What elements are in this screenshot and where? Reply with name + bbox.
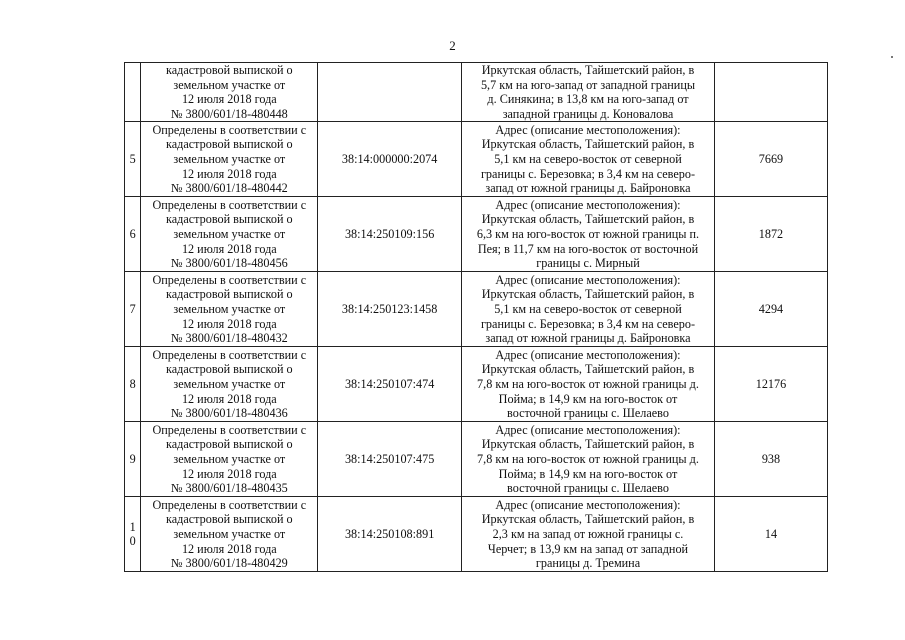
address-cell-line: Пойма; в 14,9 км на юго-восток от [498,466,678,481]
address-cell-line: границы с. Мирный [536,256,640,271]
address-cell-line: границы д. Тремина [535,556,641,571]
area-cell: 7669 [714,122,827,197]
address-cell-line: 5,7 км на юго-запад от западной границы [480,77,696,92]
address-cell-line: Адрес (описание местоположения): [495,497,681,512]
address-cell-line: западной границы д. Коновалова [502,106,674,121]
address-cell-line: восточной границы с. Шелаево [507,481,669,496]
basis-cell-line: Определены в соответствии с [152,272,307,287]
basis-cell-line: земельном участке от [173,377,286,392]
basis-cell-line: № 3800/601/18-480432 [170,331,288,346]
basis-cell [141,272,318,347]
basis-cell-line: земельном участке от [173,302,286,317]
basis-cell-line: № 3800/601/18-480436 [170,406,288,421]
basis-cell-line: кадастровой выпиской о [166,63,293,77]
basis-cell-line: 12 июля 2018 года [181,316,277,331]
area-cell: 4294 [714,272,827,347]
basis-cell-line: Определены в соответствии с [152,422,307,437]
area-cell: 14 [714,497,827,572]
scan-speck [891,56,893,58]
cadastral-number-cell [318,63,462,122]
area-cell: 1872 [714,197,827,272]
basis-cell-line: земельном участке от [173,77,286,92]
basis-cell-line: Определены в соответствии с [152,122,307,137]
address-cell-line: восточной границы с. Шелаево [507,406,669,421]
address-cell-line: 2,3 км на запад от южной границы с. [492,527,684,542]
basis-cell-line: кадастровой выпиской о [166,287,293,302]
address-cell [462,122,715,197]
address-cell-line: 6,3 км на юго-восток от южной границы п. [476,227,700,242]
address-cell-line: Адрес (описание местоположения): [495,122,681,137]
cadastral-number-cell: 38:14:250123:1458 [318,272,462,347]
address-cell-line: Адрес (описание местоположения): [495,422,681,437]
basis-cell-line: Определены в соответствии с [152,347,307,362]
cadastral-number-cell: 38:14:000000:2074 [318,122,462,197]
table-row [125,347,828,422]
row-number-cell: 9 [125,422,141,497]
address-cell-line: Иркутская область, Тайшетский район, в [481,512,695,527]
basis-cell-line: 12 июля 2018 года [181,166,277,181]
address-cell-line: Иркутская область, Тайшетский район, в [481,362,695,377]
area-cell: 12176 [714,347,827,422]
basis-cell [141,497,318,572]
basis-cell-line: № 3800/601/18-480448 [170,106,288,121]
table-row [125,272,828,347]
address-cell-line: 5,1 км на северо-восток от северной [494,302,682,317]
basis-cell-line: 12 июля 2018 года [181,466,277,481]
address-cell-line: Пея; в 11,7 км на юго-восток от восточной [477,241,699,256]
address-cell-line: д. Синякина; в 13,8 км на юго-запад от [487,92,689,107]
basis-cell [141,122,318,197]
basis-cell-line: № 3800/601/18-480442 [170,181,288,196]
basis-cell [141,347,318,422]
address-cell-line: Иркутская область, Тайшетский район, в [481,212,695,227]
address-cell-line: Иркутская область, Тайшетский район, в [481,137,695,152]
table-row [125,122,828,197]
row-number-cell: 10 [125,497,141,572]
row-number-cell: 8 [125,347,141,422]
address-cell [462,197,715,272]
basis-cell [141,63,318,122]
row-number-cell: 6 [125,197,141,272]
address-cell-line: запад от южной границы д. Байроновка [485,331,691,346]
address-cell [462,63,715,122]
address-cell-line: Иркутская область, Тайшетский район, в [481,437,695,452]
basis-cell-line: земельном участке от [173,152,286,167]
cadastral-number-cell: 38:14:250108:891 [318,497,462,572]
basis-cell-line: 12 июля 2018 года [181,241,277,256]
address-cell-line: Иркутская область, Тайшетский район, в [481,287,695,302]
address-cell-line: запад от южной границы д. Байроновка [485,181,691,196]
basis-cell-line: 12 июля 2018 года [181,391,277,406]
land-plots-table [124,62,828,572]
row-number-cell: 7 [125,272,141,347]
table-row [125,197,828,272]
address-cell-line: Адрес (описание местоположения): [495,197,681,212]
address-cell [462,422,715,497]
table-body [125,63,828,572]
basis-cell-line: Определены в соответствии с [152,497,307,512]
address-cell-line: Иркутская область, Тайшетский район, в [481,63,695,77]
address-cell [462,347,715,422]
address-cell-line: границы с. Березовка; в 3,4 км на северо- [480,166,696,181]
basis-cell-line: кадастровой выпиской о [166,212,293,227]
table-row [125,422,828,497]
basis-cell-line: Определены в соответствии с [152,197,307,212]
page-number: 2 [449,38,456,53]
address-cell-line: Пойма; в 14,9 км на юго-восток от [498,391,678,406]
address-cell [462,497,715,572]
basis-cell-line: № 3800/601/18-480435 [170,481,288,496]
cadastral-number-cell: 38:14:250107:475 [318,422,462,497]
basis-cell-line: кадастровой выпиской о [166,512,293,527]
basis-cell-line: кадастровой выпиской о [166,362,293,377]
address-cell [462,272,715,347]
basis-cell-line: земельном участке от [173,227,286,242]
address-cell-line: Адрес (описание местоположения): [495,347,681,362]
area-cell: 938 [714,422,827,497]
cadastral-number-cell: 38:14:250109:156 [318,197,462,272]
basis-cell-line: № 3800/601/18-480429 [170,556,288,571]
address-cell-line: Адрес (описание местоположения): [495,272,681,287]
basis-cell [141,422,318,497]
address-cell-line: границы с. Березовка; в 3,4 км на северо- [480,316,696,331]
row-number-cell [125,63,141,122]
basis-cell-line: 12 июля 2018 года [181,92,277,107]
address-cell-line: 5,1 км на северо-восток от северной [494,152,682,167]
basis-cell-line: кадастровой выпиской о [166,437,293,452]
basis-cell-line: 12 июля 2018 года [181,541,277,556]
basis-cell-line: земельном участке от [173,452,286,467]
basis-cell-line: кадастровой выпиской о [166,137,293,152]
table-row [125,497,828,572]
basis-cell-line: земельном участке от [173,527,286,542]
basis-cell [141,197,318,272]
table-row [125,63,828,122]
address-cell-line: Черчет; в 13,9 км на запад от западной [487,541,689,556]
area-cell [714,63,827,122]
address-cell-line: 7,8 км на юго-восток от южной границы д. [477,377,699,392]
basis-cell-line: № 3800/601/18-480456 [170,256,288,271]
cadastral-number-cell: 38:14:250107:474 [318,347,462,422]
address-cell-line: 7,8 км на юго-восток от южной границы д. [477,452,699,467]
row-number-cell: 5 [125,122,141,197]
